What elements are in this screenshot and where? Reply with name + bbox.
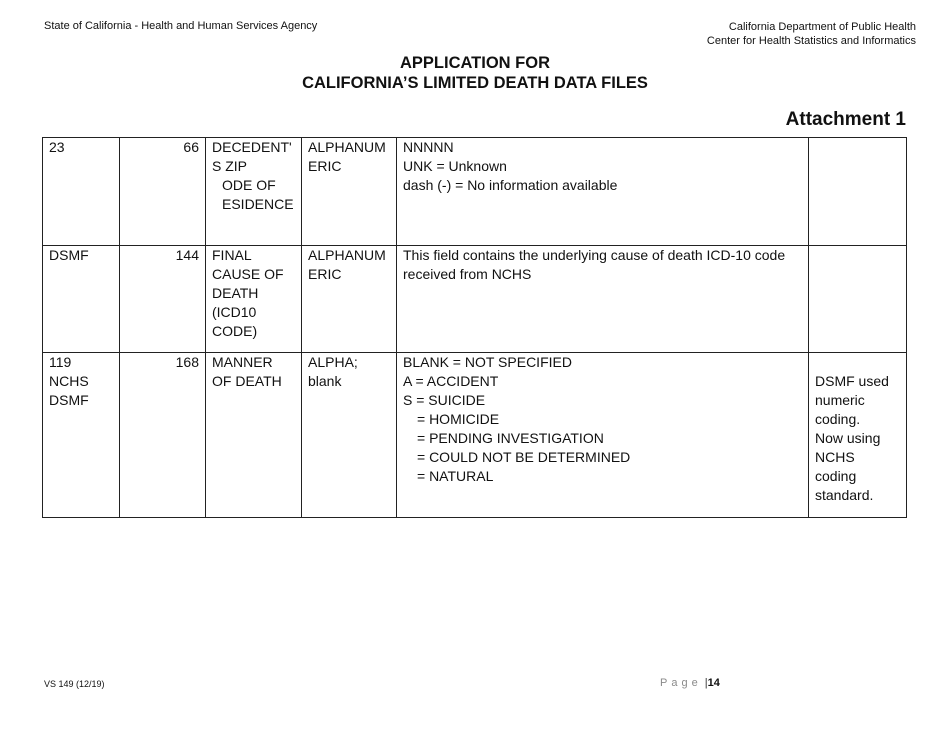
department-header (707, 20, 916, 48)
field-definitions-table (42, 137, 907, 518)
table-row (43, 246, 907, 353)
field-name-cell: DECEDENT' S ZIP ODE OF ESIDENCE (206, 138, 302, 246)
source-cell: 23 (43, 138, 120, 246)
source-cell: 119 NCHS DSMF (43, 353, 120, 518)
description-cell: BLANK = NOT SPECIFIED A = ACCIDENT S = SUICIDE = HOMICIDE = PENDING INVESTIGATION = COULD NOT BE DETERMINED = NATURAL (397, 353, 809, 518)
position-cell: 168 (120, 353, 206, 518)
position-cell: 144 (120, 246, 206, 353)
table-row (43, 353, 907, 518)
data-type-cell: ALPHANUM ERIC (302, 138, 397, 246)
description-cell: This field contains the underlying cause of death ICD-10 code received from NCHS (397, 246, 809, 353)
source-cell: DSMF (43, 246, 120, 353)
field-name-cell: MANNER OF DEATH (206, 353, 302, 518)
notes-cell (809, 246, 907, 353)
data-type-cell: ALPHA; blank (302, 353, 397, 518)
notes-cell (809, 138, 907, 246)
field-name-cell: FINAL CAUSE OF DEATH (ICD10 CODE) (206, 246, 302, 353)
attachment-label: Attachment 1 (785, 109, 906, 130)
page-label: Page (660, 677, 702, 689)
page-number (660, 677, 720, 689)
description-cell: NNNNN UNK = Unknown dash (-) = No information available (397, 138, 809, 246)
title-line-2: CALIFORNIA’S LIMITED DEATH DATA FILES (302, 74, 648, 92)
center-name: Center for Health Statistics and Informatics (706, 35, 916, 47)
page-number-value: 14 (707, 677, 720, 689)
department-name: California Department of Public Health (728, 21, 916, 33)
notes-cell: DSMF used numeric coding. Now using NCHS coding standard. (809, 353, 907, 518)
title-line-1: APPLICATION FOR (399, 54, 551, 72)
form-number: VS 149 (12/19) (44, 679, 105, 689)
data-type-cell: ALPHANUM ERIC (302, 246, 397, 353)
position-cell: 66 (120, 138, 206, 246)
page-separator: | (704, 677, 708, 689)
agency-header: State of California - Health and Human Services Agency (44, 20, 318, 32)
page-title (0, 53, 950, 93)
table-row (43, 138, 907, 246)
